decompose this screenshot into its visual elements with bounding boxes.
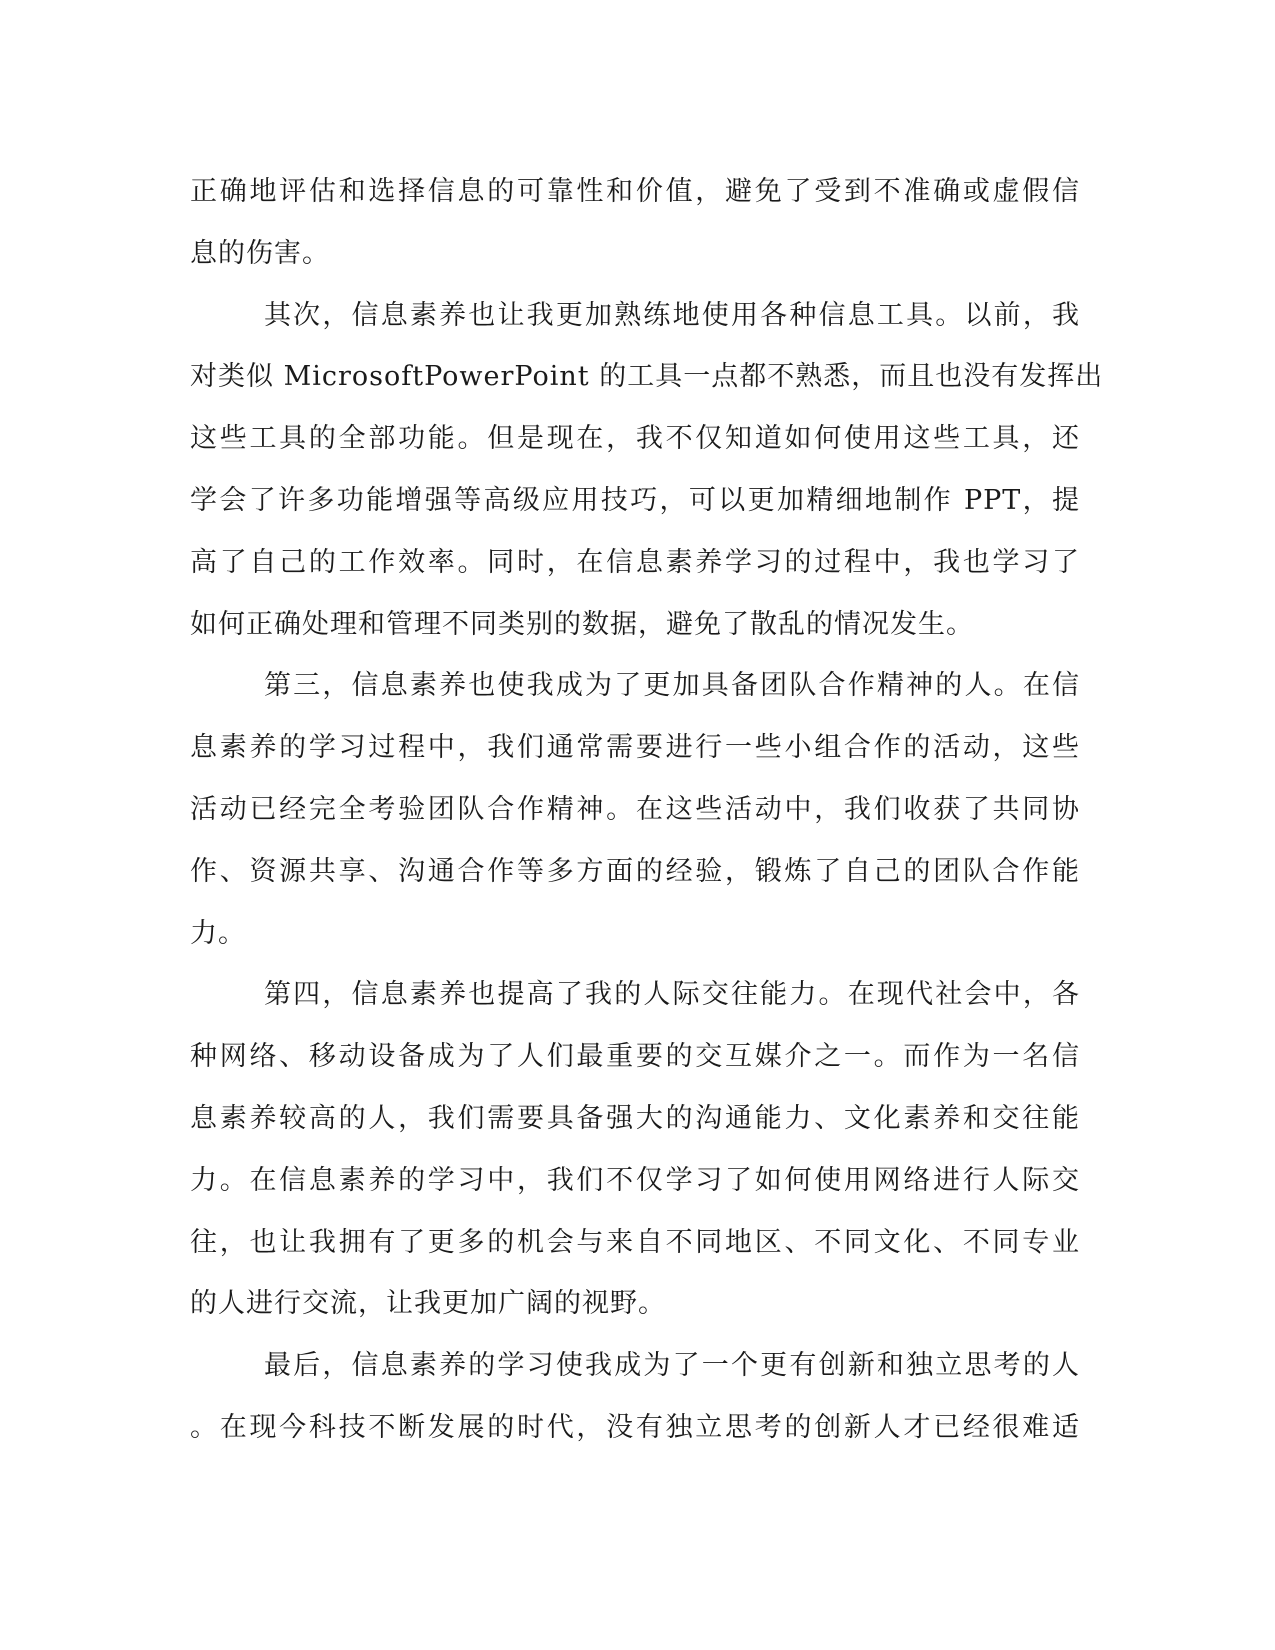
text-line: 学会了许多功能增强等高级应用技巧，可以更加精细地制作 PPT，提: [190, 484, 1080, 516]
text-line: 对类似 MicrosoftPowerPoint 的工具一点都不熟悉，而且也没有发挥出: [190, 361, 1104, 393]
text-line: 第四，信息素养也提高了我的人际交往能力。在现代社会中，各: [264, 979, 1080, 1011]
text-line: 息的伤害。: [190, 237, 330, 269]
paragraph: [190, 285, 1104, 656]
text-line: 这些工具的全部功能。但是现在，我不仅知道如何使用这些工具，还: [190, 423, 1080, 455]
paragraph: [190, 655, 1080, 964]
paragraph: [190, 161, 1080, 285]
text-line: 第三，信息素养也使我成为了更加具备团队合作精神的人。在信: [264, 670, 1080, 702]
text-line: 高了自己的工作效率。同时，在信息素养学习的过程中，我也学习了: [190, 546, 1080, 578]
text-line: 作、资源共享、沟通合作等多方面的经验，锻炼了自己的团队合作能: [190, 855, 1080, 887]
text-line: 如何正确处理和管理不同类别的数据，避免了散乱的情况发生。: [190, 608, 974, 640]
text-line: 最后，信息素养的学习使我成为了一个更有创新和独立思考的人: [264, 1350, 1080, 1382]
text-line: 正确地评估和选择信息的可靠性和价值，避免了受到不准确或虚假信: [190, 176, 1080, 207]
text-line: 种网络、移动设备成为了人们最重要的交互媒介之一。而作为一名信: [190, 1041, 1080, 1073]
body-text: [190, 161, 1104, 1459]
text-line: 其次，信息素养也让我更加熟练地使用各种信息工具。以前，我: [264, 299, 1080, 331]
text-line: 往，也让我拥有了更多的机会与来自不同地区、不同文化、不同专业: [190, 1226, 1080, 1258]
paragraph: [190, 1335, 1080, 1459]
text-line: 的人进行交流，让我更加广阔的视野。: [190, 1288, 666, 1320]
text-line: 力。: [190, 917, 246, 949]
text-line: 。在现今科技不断发展的时代，没有独立思考的创新人才已经很难适: [190, 1411, 1080, 1443]
text-line: 息素养较高的人，我们需要具备强大的沟通能力、文化素养和交往能: [190, 1102, 1080, 1134]
text-line: 活动已经完全考验团队合作精神。在这些活动中，我们收获了共同协: [190, 793, 1080, 825]
text-line: 力。在信息素养的学习中，我们不仅学习了如何使用网络进行人际交: [190, 1164, 1080, 1196]
paragraph: [190, 964, 1080, 1335]
text-line: 息素养的学习过程中，我们通常需要进行一些小组合作的活动，这些: [190, 732, 1080, 764]
